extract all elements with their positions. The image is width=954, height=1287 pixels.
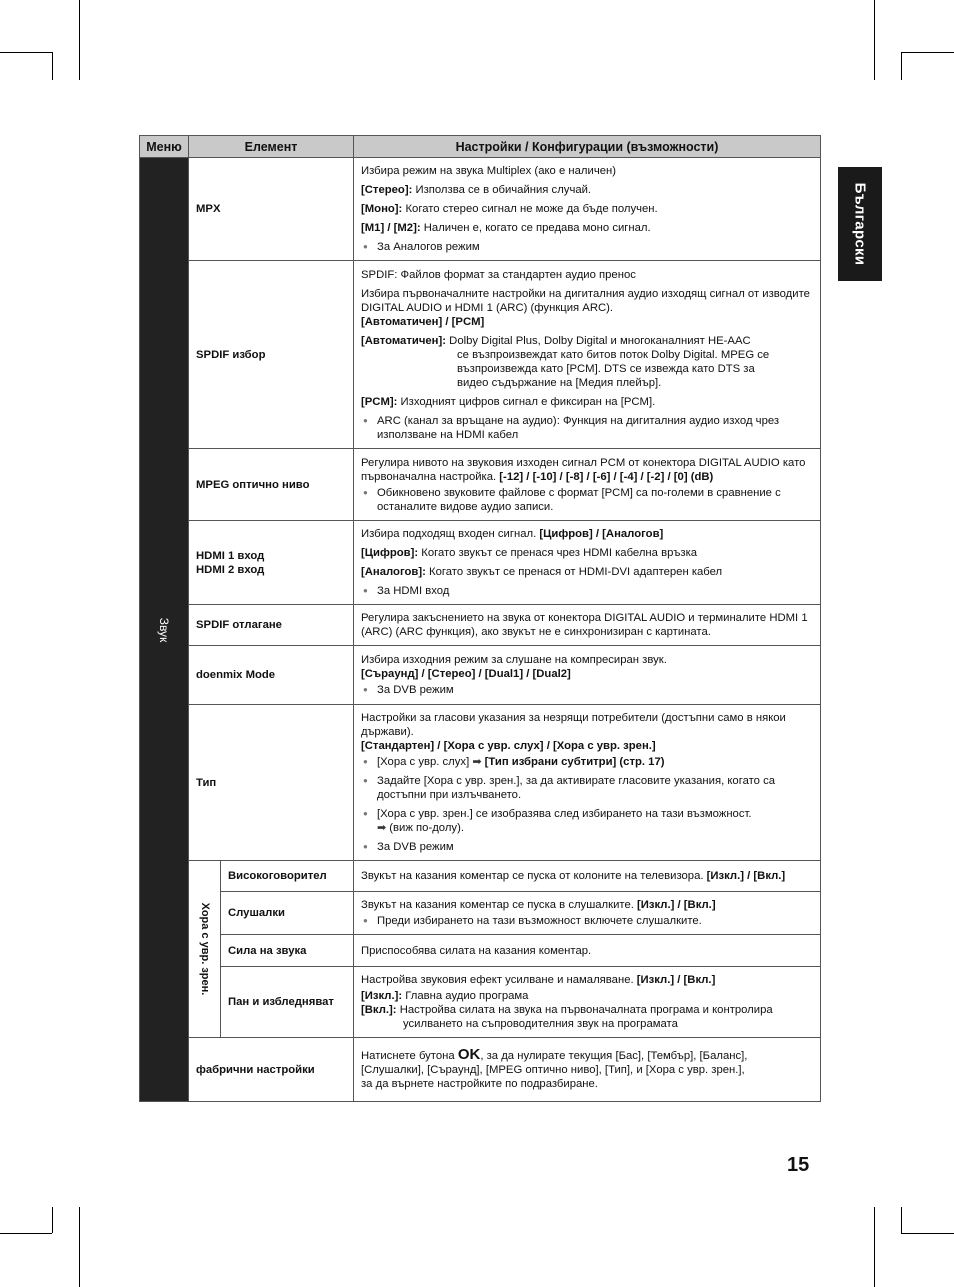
crop-mark [79,0,80,80]
category-label: Звук [157,617,171,642]
text-line [361,202,813,216]
option-list: [Съраунд] / [Стерео] / [Dual1] / [Dual2] [361,668,571,680]
header-item: Елемент [189,136,354,158]
note-reference: [Тип избрани субтитри] (стр. 17) [484,756,665,768]
table-row [140,158,821,261]
option-list: [Стандартен] / [Хора с увр. слух] / [Хора с увр. зрен.] [361,740,656,752]
text-line [361,527,813,541]
crop-mark [901,1233,954,1234]
text-line [361,334,813,390]
item-downmix: doenmix Mode [189,646,354,705]
text-line [361,395,813,409]
option-label: [Автоматичен]: [361,334,447,347]
header-row [140,136,821,158]
settings-spdif-delay: Регулира закъснението на звука от конектора DIGITAL AUDIO и терминалите HDMI 1 (ARC) (ARC функция), ако звукът не е синхронизиран с картината. [354,605,821,646]
table-row [140,521,821,605]
option-list: [Автоматичен] / [PCM] [361,315,485,328]
option-list: [Цифров] / [Аналогов] [539,528,664,540]
option-text: Наличен е, когато се предава моно сигнал. [420,222,651,234]
item-spdif: SPDIF избор [189,261,354,449]
settings-type [354,705,821,861]
option-text: Настройва звуковия ефект усилване и намаляване. [361,974,637,986]
subcategory-cell [189,861,221,1038]
settings-mpx [354,158,821,261]
option-label: [Изкл.]: [361,990,403,1002]
option-text: Dolby Digital Plus, Dolby Digital и многоканалният HE-AAC [446,334,751,347]
text-line [361,1003,813,1031]
bullet-note: ● Преди избирането на тази възможност включете слушалките. [361,914,813,928]
bullet-note: ● Задайте [Хора с увр. зрен.], за да активирате гласовите указания, когато са достъпни при излъчването. [361,774,813,802]
bullet-note: ● За DVB режим [361,683,813,697]
note-text: [Хора с увр. слух] [377,756,473,768]
item-headphones: Слушалки [221,892,354,935]
item-factory: фабрични настройки [189,1038,354,1102]
option-label: [Аналогов]: [361,566,426,578]
settings-mpeg [354,449,821,521]
option-label: [Стерео]: [361,184,413,196]
option-label: [Вкл.]: [361,1004,397,1016]
option-text: Когато звукът се пренася от HDMI-DVI адаптерен кабел [425,566,723,578]
option-label: [Моно]: [361,203,403,215]
text-line [361,456,813,484]
text-line [361,1048,813,1063]
settings-factory [354,1038,821,1102]
note-text: [Хора с увр. зрен.] се изобразява след избирането на тази възможност. [377,808,752,820]
ok-button-label: OK [457,1046,481,1063]
table-row [140,861,821,892]
crop-mark [901,52,954,53]
text-line: Настройки за гласови указания за незрящи потребители (достъпни само в някои държави). [361,712,786,738]
settings-table [139,135,821,1102]
bullet-note: ● За HDMI вход [361,584,813,598]
language-tab [838,167,882,281]
crop-mark [79,1207,80,1287]
option-text: Настройва силата на звука на първоначалната програма и контролира [396,1004,773,1016]
settings-hdmi [354,521,821,605]
crop-mark [901,1207,902,1233]
text-line: за да върнете настройките по подразбиране. [361,1078,598,1090]
bullet-note: ● За Аналогов режим [361,240,813,254]
option-text: , за да нулирате текущия [Бас], [Тембър], [Баланс], [480,1050,748,1062]
settings-spdif [354,261,821,449]
text-line [361,546,813,560]
note-text: (виж по-долу). [389,822,464,834]
language-tab-label: Български [851,182,869,266]
arrow-right-icon: ➡ [472,756,485,768]
arrow-right-icon: ➡ [377,822,390,834]
option-text: възпроизвежда като [PCM]. DTS се извежда като DTS за [457,362,755,375]
option-text: видео съдържание на [Медия плейър]. [457,376,662,389]
text-line: SPDIF: Файлов формат за стандартен аудио пренос [361,268,636,281]
bullet-note: ● За DVB режим [361,840,813,854]
option-text: Когато стерео сигнал не може да бъде получен. [402,203,658,215]
option-text: Натиснете бутона [361,1050,458,1062]
option-label: [M1] / [M2]: [361,222,421,234]
table-row [140,892,821,935]
text-line [361,898,813,912]
option-text: Звукът на казания коментар се пуска от колоните на телевизора. [361,870,707,882]
option-list: [Изкл.] / [Вкл.] [706,870,786,882]
option-text: Регулира нивото на звуковия изходен сигнал PCM от конектора DIGITAL AUDIO като първоначална настройка. [361,456,806,483]
table-row [140,705,821,861]
option-text: Звукът на казания коментар се пуска в слушалките. [361,899,638,911]
crop-mark [52,1207,53,1233]
category-cell [140,158,189,1102]
table-row [140,449,821,521]
settings-speaker [354,861,821,892]
text-line [361,221,813,235]
option-text: Изходният цифров сигнал е фиксиран на [PCM]. [397,395,656,408]
item-mpeg: MPEG оптично ниво [189,449,354,521]
crop-mark [52,52,53,80]
crop-mark [874,0,875,80]
option-text: усилването на съпроводителния звук на програмата [403,1018,678,1030]
header-menu: Меню [140,136,189,158]
text-line: [Слушалки], [Съраунд], [MPEG оптично ниво], [Тип], и [Хора с увр. зрен.], [361,1064,745,1076]
option-list: [Изкл.] / [Вкл.] [636,974,716,986]
item-pan: Пан и избледняват [221,967,354,1038]
option-text: Главна аудио програма [402,990,529,1002]
crop-mark [0,1233,52,1234]
page-number: 15 [787,1154,810,1176]
text-line [361,565,813,579]
option-text: Избира подходящ входен сигнал. [361,528,540,540]
option-label: [Цифров]: [361,547,419,559]
settings-pan [354,967,821,1038]
text-line: Избира режим на звука Multiplex (ако е наличен) [361,165,616,177]
item-hdmi [189,521,354,605]
crop-mark [901,52,902,80]
crop-mark [0,52,52,53]
settings-volume: Приспособява силата на казания коментар. [354,935,821,967]
option-text: Когато звукът се пренася чрез HDMI кабелна връзка [418,547,698,559]
item-type: Тип [189,705,354,861]
table-row [140,1038,821,1102]
bullet-note [361,807,813,835]
option-list: [-12] / [-10] / [-8] / [-6] / [-4] / [-2] / [0] (dB) [499,470,714,483]
option-list: [Изкл.] / [Вкл.] [637,899,716,911]
text-line: Избира изходния режим за слушане на компресиран звук. [361,654,667,666]
bullet-note [361,755,813,769]
item-spdif-delay: SPDIF отлагане [189,605,354,646]
item-speaker: Високоговорител [221,861,354,892]
item-volume: Сила на звука [221,935,354,967]
table-row [140,605,821,646]
bullet-note: ● ARC (канал за връщане на аудио): Функция на дигиталния аудио изход чрез използване на HDMI кабел [361,414,813,442]
header-settings: Настройки / Конфигурации (възможности) [354,136,821,158]
settings-downmix [354,646,821,705]
bullet-note: ● Обикновено звуковите файлове с формат [PCM] са по-големи в сравнение с останалите видове аудио записи. [361,486,813,514]
option-label: [PCM]: [361,395,398,408]
option-text: се възпроизвеждат като битов поток Dolby Digital. MPEG се [457,348,770,361]
text-line [361,989,813,1003]
subcategory-label: Хора с увр. зрен. [198,902,211,996]
option-text: Използва се в обичайния случай. [412,184,592,196]
text-line [361,973,813,987]
item-mpx: MPX [189,158,354,261]
table-row [140,935,821,967]
text-line [361,183,813,197]
text-line: Избира първоначалните настройки на дигиталния аудио изходящ сигнал от изводите DIGITAL AUDIO и HDMI 1 (ARC) (функция ARC). [361,287,810,314]
settings-headphones [354,892,821,935]
table-row [140,646,821,705]
table-row [140,261,821,449]
item-hdmi1: HDMI 1 вход [196,549,265,562]
table-row [140,967,821,1038]
item-hdmi2: HDMI 2 вход [196,563,265,576]
crop-mark [874,1207,875,1287]
